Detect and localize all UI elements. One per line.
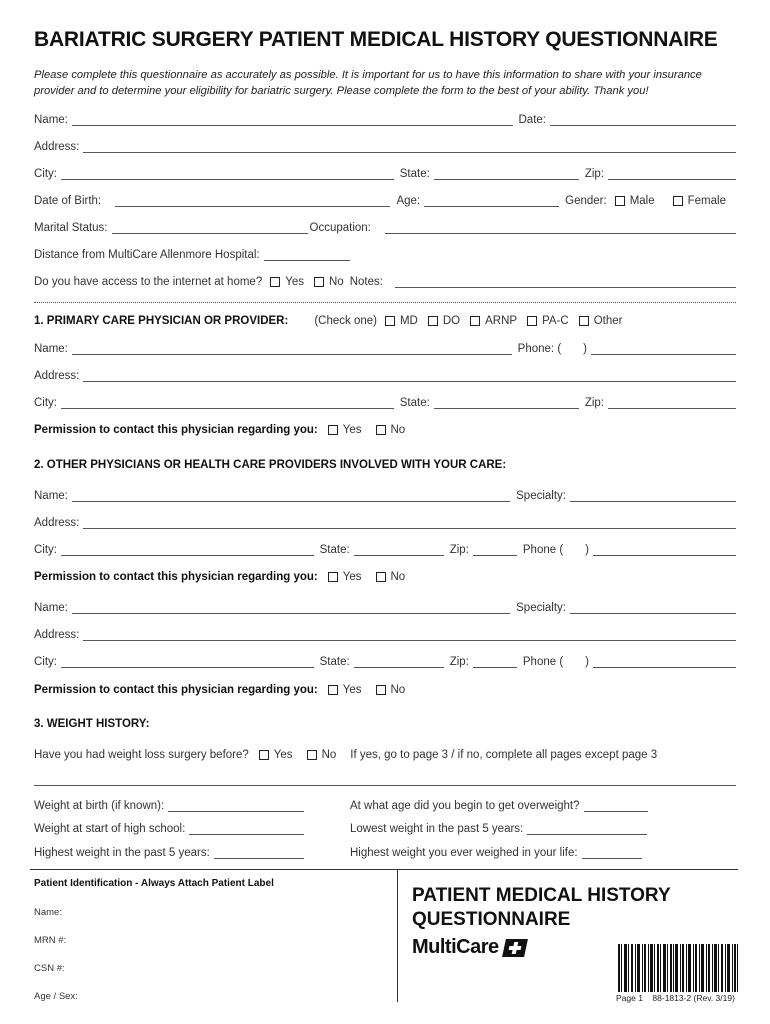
specialty-field-1[interactable] bbox=[570, 491, 736, 502]
name-label: Name: bbox=[34, 114, 68, 126]
other-zip-field-2[interactable] bbox=[473, 657, 517, 668]
lowest-weight-row bbox=[350, 819, 650, 835]
pac-label: PA-C bbox=[542, 315, 569, 327]
highest-weight-row bbox=[34, 843, 324, 859]
other-label: Other bbox=[593, 315, 623, 327]
arnp-checkbox[interactable] bbox=[470, 316, 480, 326]
age-label: Age: bbox=[396, 195, 421, 207]
other-zip-label-2: Zip: bbox=[449, 656, 469, 668]
other-name-field-2[interactable] bbox=[72, 603, 510, 614]
specialty-field-2[interactable] bbox=[570, 603, 736, 614]
highest-ever-row bbox=[350, 843, 650, 859]
other-address-row-1 bbox=[34, 513, 736, 529]
other-address-label-2: Address: bbox=[34, 629, 80, 641]
form-title-line-2: QUESTIONNAIRE bbox=[412, 909, 571, 930]
pcp-phone-field[interactable] bbox=[591, 344, 736, 355]
city-label: City: bbox=[34, 168, 57, 180]
address-field[interactable] bbox=[83, 142, 736, 153]
birth-weight-row bbox=[34, 796, 324, 812]
other-zip-field-1[interactable] bbox=[473, 545, 517, 556]
weight-surgery-row bbox=[34, 745, 736, 761]
other-checkbox[interactable] bbox=[579, 316, 589, 326]
notes-label: Notes: bbox=[349, 276, 383, 288]
distance-row bbox=[34, 245, 736, 261]
male-checkbox[interactable] bbox=[615, 196, 625, 206]
patient-label-box bbox=[30, 870, 398, 1002]
specialty-label-2: Specialty: bbox=[516, 602, 566, 614]
do-label: DO bbox=[442, 315, 461, 327]
weight-divider bbox=[34, 785, 736, 786]
other-address-field-1[interactable] bbox=[83, 518, 736, 529]
other-permission-yes-label-1: Yes bbox=[342, 571, 362, 583]
other-state-label-2: State: bbox=[319, 656, 350, 668]
barcode-icon bbox=[618, 944, 738, 992]
form-number: 88-1813-2 (Rev. 3/19) bbox=[652, 993, 735, 1003]
pcp-address-row bbox=[34, 366, 736, 382]
other-permission-row-1 bbox=[34, 567, 736, 583]
age-field[interactable] bbox=[424, 196, 559, 207]
weight-surgery-no-label: No bbox=[321, 749, 337, 761]
name-field[interactable] bbox=[72, 115, 513, 126]
weight-surgery-question: Have you had weight loss surgery before? bbox=[34, 749, 249, 761]
notes-field[interactable] bbox=[395, 277, 736, 288]
high-school-weight-field[interactable] bbox=[189, 824, 304, 835]
pcp-address-field[interactable] bbox=[83, 371, 736, 382]
patient-id-heading: Patient Identification - Always Attach Patient Label bbox=[34, 878, 274, 889]
address-label: Address: bbox=[34, 141, 80, 153]
pcp-permission-yes-checkbox[interactable] bbox=[328, 425, 338, 435]
multicare-logo bbox=[412, 936, 526, 959]
logo-text: MultiCare bbox=[412, 936, 499, 958]
other-permission-no-checkbox-2[interactable] bbox=[376, 685, 386, 695]
lowest-weight-label: Lowest weight in the past 5 years: bbox=[350, 823, 524, 835]
pcp-name-row bbox=[34, 339, 736, 355]
male-label: Male bbox=[629, 195, 655, 207]
section3-heading: 3. WEIGHT HISTORY: bbox=[34, 718, 150, 730]
highest-ever-field[interactable] bbox=[582, 848, 642, 859]
arnp-label: ARNP bbox=[485, 315, 518, 327]
occupation-field[interactable] bbox=[385, 223, 736, 234]
birth-weight-label: Weight at birth (if known): bbox=[34, 800, 165, 812]
other-city-row-1 bbox=[34, 540, 736, 556]
other-permission-label-1: Permission to contact this physician regarding you: bbox=[34, 571, 318, 583]
pcp-state-field[interactable] bbox=[434, 398, 579, 409]
pcp-city-label: City: bbox=[34, 397, 57, 409]
other-name-label-1: Name: bbox=[34, 490, 68, 502]
internet-yes-checkbox[interactable] bbox=[270, 277, 280, 287]
highest-ever-label: Highest weight you ever weighed in your life: bbox=[350, 847, 578, 859]
birth-weight-field[interactable] bbox=[168, 801, 304, 812]
other-permission-no-checkbox-1[interactable] bbox=[376, 572, 386, 582]
pcp-name-field[interactable] bbox=[72, 344, 512, 355]
zip-field[interactable] bbox=[608, 169, 736, 180]
other-city-label-1: City: bbox=[34, 544, 57, 556]
page-title: BARIATRIC SURGERY PATIENT MEDICAL HISTORY QUESTIONNAIRE bbox=[34, 28, 718, 51]
other-state-field-2[interactable] bbox=[354, 657, 444, 668]
other-permission-no-label-2: No bbox=[390, 684, 406, 696]
dob-field[interactable] bbox=[115, 196, 390, 207]
other-permission-yes-checkbox-1[interactable] bbox=[328, 572, 338, 582]
overweight-age-field[interactable] bbox=[584, 801, 648, 812]
marital-row bbox=[34, 218, 736, 234]
date-field[interactable] bbox=[550, 115, 736, 126]
name-date-row bbox=[34, 110, 736, 126]
pcp-address-label: Address: bbox=[34, 370, 80, 382]
highest-weight-field[interactable] bbox=[214, 848, 304, 859]
city-field[interactable] bbox=[61, 169, 394, 180]
other-permission-row-2 bbox=[34, 680, 736, 696]
page-number: Page 1 bbox=[616, 993, 643, 1003]
internet-label: Do you have access to the internet at home? bbox=[34, 276, 263, 288]
state-label: State: bbox=[399, 168, 430, 180]
do-checkbox[interactable] bbox=[428, 316, 438, 326]
md-label: MD bbox=[399, 315, 418, 327]
pcp-state-label: State: bbox=[399, 397, 430, 409]
other-permission-no-label-1: No bbox=[390, 571, 406, 583]
marital-field[interactable] bbox=[112, 223, 308, 234]
label-csn: CSN #: bbox=[34, 963, 65, 974]
other-address-label-1: Address: bbox=[34, 517, 80, 529]
page-info bbox=[616, 993, 735, 1003]
medical-cross-icon bbox=[502, 939, 528, 957]
internet-yes-label: Yes bbox=[285, 276, 304, 288]
label-mrn: MRN #: bbox=[34, 935, 67, 946]
intro-text: Please complete this questionnaire as accurately as possible. It is important for us to have this information to share with your insurance provider and to determine your eligibility for bariatric surgery. Please complete the form to the best of your ability. Thank you! bbox=[34, 69, 702, 97]
dob-label: Date of Birth: bbox=[34, 195, 102, 207]
female-label: Female bbox=[687, 195, 726, 207]
other-city-row-2 bbox=[34, 652, 736, 668]
high-school-weight-label: Weight at start of high school: bbox=[34, 823, 186, 835]
marital-label: Marital Status: bbox=[34, 222, 108, 234]
zip-label: Zip: bbox=[584, 168, 604, 180]
md-checkbox[interactable] bbox=[385, 316, 395, 326]
pcp-permission-no-checkbox[interactable] bbox=[376, 425, 386, 435]
dotted-divider bbox=[34, 302, 736, 303]
form-title-line-1: PATIENT MEDICAL HISTORY bbox=[412, 885, 671, 906]
overweight-age-label: At what age did you begin to get overweight? bbox=[350, 800, 580, 812]
pcp-phone-label: Phone: ( bbox=[517, 343, 562, 355]
label-name: Name: bbox=[34, 907, 62, 918]
pcp-permission-no-label: No bbox=[390, 424, 406, 436]
other-phone-close-1: ) bbox=[585, 544, 589, 556]
other-zip-label-1: Zip: bbox=[449, 544, 469, 556]
distance-field[interactable] bbox=[264, 250, 350, 261]
other-permission-label-2: Permission to contact this physician regarding you: bbox=[34, 684, 318, 696]
address-row bbox=[34, 137, 736, 153]
other-phone-field-1[interactable] bbox=[593, 545, 736, 556]
pcp-permission-row bbox=[34, 420, 736, 436]
other-city-label-2: City: bbox=[34, 656, 57, 668]
pcp-zip-label: Zip: bbox=[584, 397, 604, 409]
internet-row bbox=[34, 272, 736, 288]
section1-heading-row bbox=[34, 311, 736, 327]
other-phone-field-2[interactable] bbox=[593, 657, 736, 668]
weight-surgery-yes-label: Yes bbox=[273, 749, 293, 761]
other-phone-close-2: ) bbox=[585, 656, 589, 668]
gender-label: Gender: bbox=[565, 195, 607, 207]
date-label: Date: bbox=[518, 114, 546, 126]
other-state-field-1[interactable] bbox=[354, 545, 444, 556]
pac-checkbox[interactable] bbox=[527, 316, 537, 326]
overweight-age-row bbox=[350, 796, 650, 812]
other-address-field-2[interactable] bbox=[83, 630, 736, 641]
dob-row bbox=[34, 191, 736, 207]
section2-heading: 2. OTHER PHYSICIANS OR HEALTH CARE PROVIDERS INVOLVED WITH YOUR CARE: bbox=[34, 459, 507, 471]
pcp-permission-label: Permission to contact this physician regarding you: bbox=[34, 424, 318, 436]
pcp-zip-field[interactable] bbox=[608, 398, 736, 409]
pcp-city-row bbox=[34, 393, 736, 409]
form-title bbox=[412, 884, 671, 932]
other-city-field-2[interactable] bbox=[61, 657, 314, 668]
weight-surgery-yes-checkbox[interactable] bbox=[259, 750, 269, 760]
other-name-field-1[interactable] bbox=[72, 491, 510, 502]
city-row bbox=[34, 164, 736, 180]
label-age-sex: Age / Sex: bbox=[34, 991, 78, 1002]
high-school-weight-row bbox=[34, 819, 324, 835]
other-name-label-2: Name: bbox=[34, 602, 68, 614]
other-name-row-1 bbox=[34, 486, 736, 502]
internet-no-label: No bbox=[329, 276, 344, 288]
pcp-phone-close: ) bbox=[583, 343, 587, 355]
other-city-field-1[interactable] bbox=[61, 545, 314, 556]
other-address-row-2 bbox=[34, 625, 736, 641]
check-one-label: (Check one) bbox=[314, 315, 377, 327]
section1-heading: 1. PRIMARY CARE PHYSICIAN OR PROVIDER: bbox=[34, 315, 289, 327]
other-name-row-2 bbox=[34, 598, 736, 614]
pcp-permission-yes-label: Yes bbox=[342, 424, 362, 436]
specialty-label-1: Specialty: bbox=[516, 490, 566, 502]
pcp-name-label: Name: bbox=[34, 343, 68, 355]
female-checkbox[interactable] bbox=[673, 196, 683, 206]
internet-no-checkbox[interactable] bbox=[314, 277, 324, 287]
occupation-label: Occupation: bbox=[309, 222, 371, 234]
other-permission-yes-label-2: Yes bbox=[342, 684, 362, 696]
other-phone-label-1: Phone ( bbox=[522, 544, 564, 556]
highest-weight-label: Highest weight in the past 5 years: bbox=[34, 847, 210, 859]
other-state-label-1: State: bbox=[319, 544, 350, 556]
distance-label: Distance from MultiCare Allenmore Hospital: bbox=[34, 249, 260, 261]
weight-surgery-no-checkbox[interactable] bbox=[307, 750, 317, 760]
other-phone-label-2: Phone ( bbox=[522, 656, 564, 668]
weight-surgery-instruction: If yes, go to page 3 / if no, complete all pages except page 3 bbox=[350, 749, 658, 761]
state-field[interactable] bbox=[434, 169, 579, 180]
pcp-city-field[interactable] bbox=[61, 398, 394, 409]
other-permission-yes-checkbox-2[interactable] bbox=[328, 685, 338, 695]
lowest-weight-field[interactable] bbox=[527, 824, 647, 835]
